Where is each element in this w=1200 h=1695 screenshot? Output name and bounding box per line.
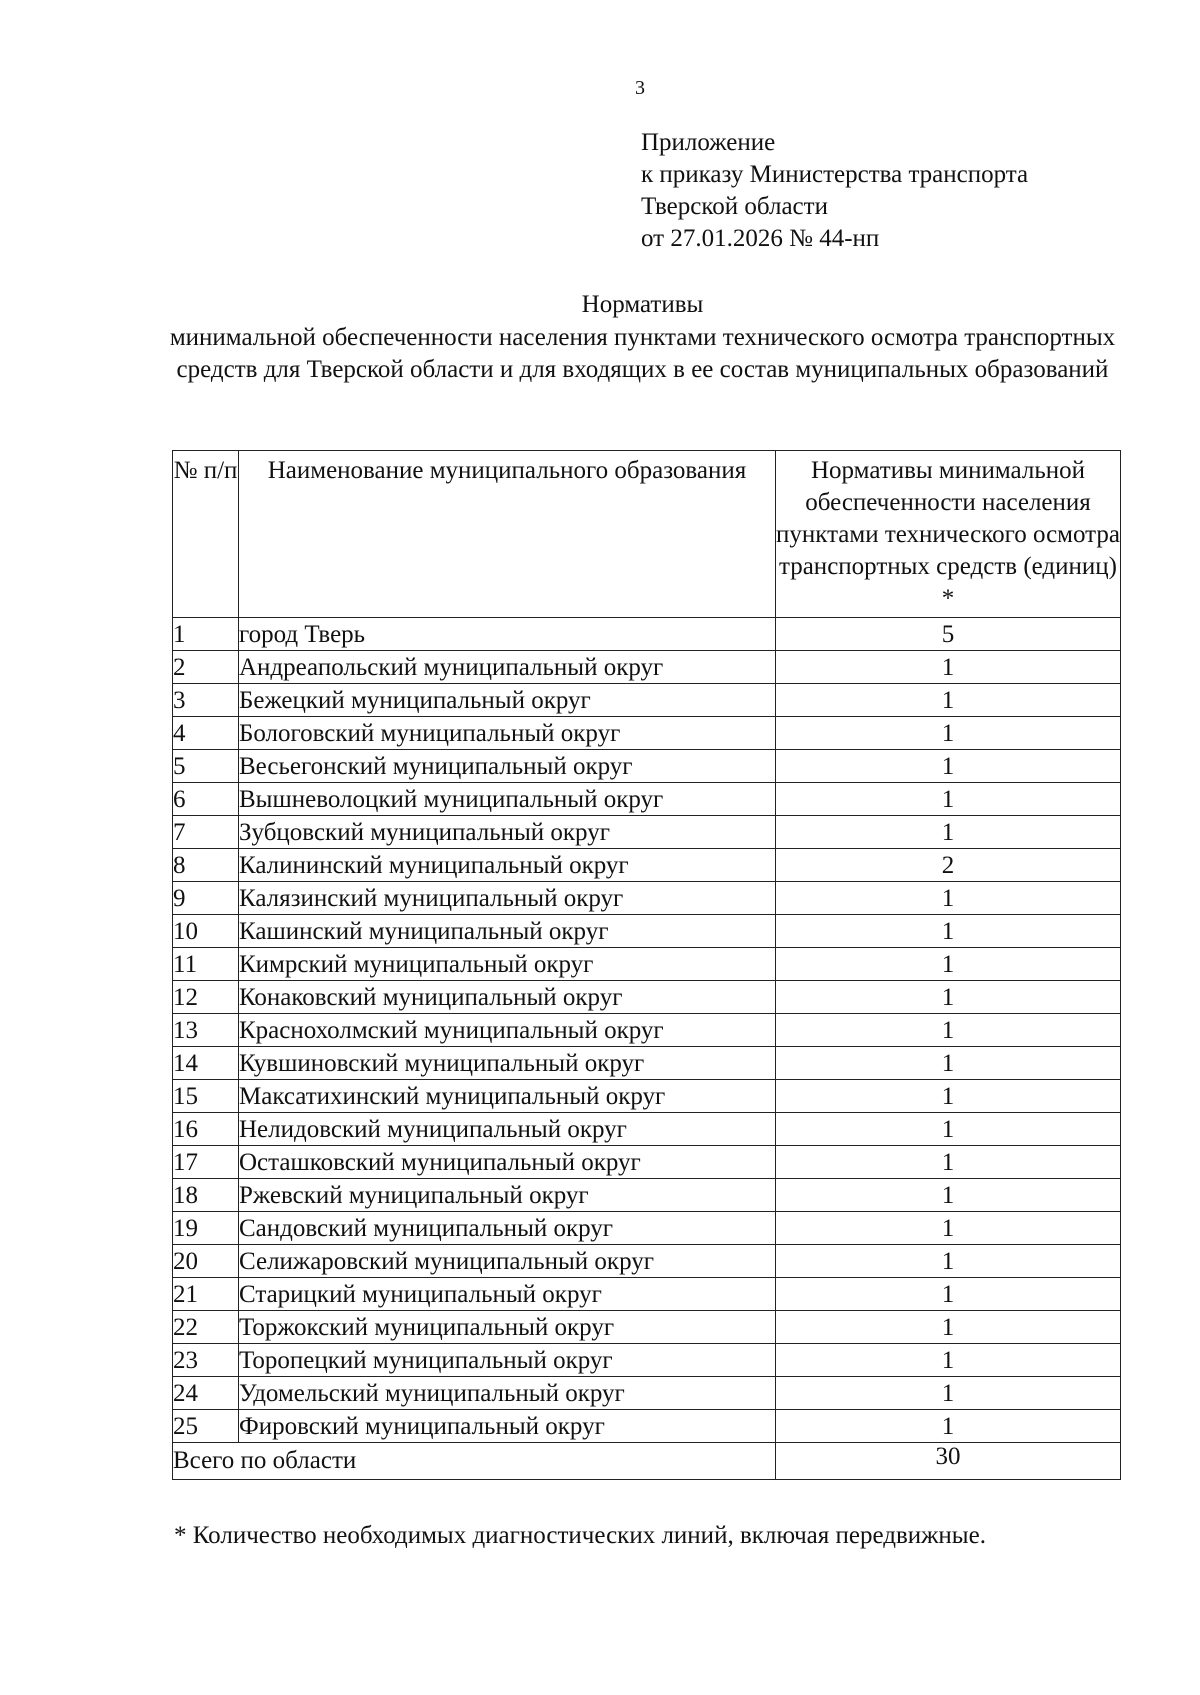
- table-row: [173, 1278, 1121, 1311]
- table-row: [173, 1047, 1121, 1080]
- row-norm-value: 1: [776, 1014, 1121, 1047]
- row-municipality-name: Максатихинский муниципальный округ: [239, 1080, 776, 1113]
- row-municipality-name: Старицкий муниципальный округ: [239, 1278, 776, 1311]
- row-municipality-name: Кувшиновский муниципальный округ: [239, 1047, 776, 1080]
- row-norm-value: 1: [776, 1047, 1121, 1080]
- row-norm-value: 1: [776, 1113, 1121, 1146]
- table-row: [173, 1014, 1121, 1047]
- row-municipality-name: Конаковский муниципальный округ: [239, 981, 776, 1014]
- table-row: [173, 981, 1121, 1014]
- row-municipality-name: Зубцовский муниципальный округ: [239, 816, 776, 849]
- table-row: [173, 1344, 1121, 1377]
- total-value: 30: [776, 1443, 1121, 1480]
- norms-table: [172, 450, 1121, 1480]
- row-norm-value: 1: [776, 816, 1121, 849]
- row-norm-value: 1: [776, 1146, 1121, 1179]
- row-municipality-name: Калининский муниципальный округ: [239, 849, 776, 882]
- table-row: [173, 915, 1121, 948]
- row-municipality-name: Бологовский муниципальный округ: [239, 717, 776, 750]
- row-number: 6: [173, 783, 239, 816]
- header-municipality-name: Наименование муниципального образования: [239, 451, 776, 618]
- row-municipality-name: Ржевский муниципальный округ: [239, 1179, 776, 1212]
- row-municipality-name: Бежецкий муниципальный округ: [239, 684, 776, 717]
- table-row: [173, 618, 1121, 651]
- table-header-row: [173, 451, 1121, 618]
- footnote: * Количество необходимых диагностических линий, включая передвижные.: [174, 1522, 986, 1549]
- table-row: [173, 750, 1121, 783]
- header-number: № п/п: [173, 451, 239, 618]
- table-row: [173, 1146, 1121, 1179]
- row-municipality-name: Сандовский муниципальный округ: [239, 1212, 776, 1245]
- row-norm-value: 1: [776, 1311, 1121, 1344]
- table-row: [173, 948, 1121, 981]
- table-row: [173, 684, 1121, 717]
- row-norm-value: 1: [776, 948, 1121, 981]
- table-row: [173, 717, 1121, 750]
- row-municipality-name: Удомельский муниципальный округ: [239, 1377, 776, 1410]
- row-norm-value: 1: [776, 651, 1121, 684]
- table-row: [173, 1410, 1121, 1443]
- row-municipality-name: Кимрский муниципальный округ: [239, 948, 776, 981]
- row-number: 15: [173, 1080, 239, 1113]
- row-number: 24: [173, 1377, 239, 1410]
- row-number: 4: [173, 717, 239, 750]
- table-row: [173, 1080, 1121, 1113]
- row-number: 12: [173, 981, 239, 1014]
- row-number: 8: [173, 849, 239, 882]
- table-row: [173, 849, 1121, 882]
- table-row: [173, 1311, 1121, 1344]
- row-municipality-name: Весьегонский муниципальный округ: [239, 750, 776, 783]
- row-number: 22: [173, 1311, 239, 1344]
- row-norm-value: 1: [776, 1212, 1121, 1245]
- appendix-line-4: от 27.01.2026 № 44-нп: [641, 225, 880, 252]
- table-body: [173, 618, 1121, 1443]
- row-number: 16: [173, 1113, 239, 1146]
- row-norm-value: 1: [776, 1377, 1121, 1410]
- appendix-block: [641, 127, 1028, 255]
- row-norm-value: 1: [776, 1278, 1121, 1311]
- row-norm-value: 1: [776, 882, 1121, 915]
- row-norm-value: 1: [776, 1080, 1121, 1113]
- appendix-line-2: к приказу Министерства транспорта: [641, 161, 1029, 188]
- row-municipality-name: Калязинский муниципальный округ: [239, 882, 776, 915]
- row-municipality-name: город Тверь: [239, 618, 776, 651]
- row-number: 18: [173, 1179, 239, 1212]
- appendix-line-3: Тверской области: [641, 193, 828, 220]
- row-norm-value: 2: [776, 849, 1121, 882]
- table-row: [173, 1113, 1121, 1146]
- document-title: Нормативы: [581, 291, 704, 318]
- row-norm-value: 1: [776, 981, 1121, 1014]
- total-label: Всего по области: [173, 1443, 776, 1480]
- row-number: 21: [173, 1278, 239, 1311]
- appendix-line-1: Приложение: [641, 129, 776, 156]
- row-number: 3: [173, 684, 239, 717]
- row-number: 20: [173, 1245, 239, 1278]
- row-municipality-name: Торжокский муниципальный округ: [239, 1311, 776, 1344]
- row-norm-value: 1: [776, 684, 1121, 717]
- row-number: 19: [173, 1212, 239, 1245]
- row-municipality-name: Краснохолмский муниципальный округ: [239, 1014, 776, 1047]
- row-norm-value: 1: [776, 750, 1121, 783]
- table-row: [173, 1377, 1121, 1410]
- table-row: [173, 882, 1121, 915]
- row-number: 25: [173, 1410, 239, 1443]
- table-total-row: [173, 1443, 1121, 1480]
- header-norm-value: Нормативы минимальной обеспеченности населения пунктами технического осмотра транспортных средств (единиц) *: [776, 451, 1121, 618]
- table-row: [173, 783, 1121, 816]
- row-municipality-name: Торопецкий муниципальный округ: [239, 1344, 776, 1377]
- row-norm-value: 1: [776, 717, 1121, 750]
- row-municipality-name: Нелидовский муниципальный округ: [239, 1113, 776, 1146]
- document-subtitle: минимальной обеспеченности населения пунктами технического осмотра транспортных средств для Тверской области и для входящих в ее состав муниципальных образований: [169, 324, 1116, 383]
- row-norm-value: 1: [776, 1179, 1121, 1212]
- row-number: 17: [173, 1146, 239, 1179]
- row-number: 5: [173, 750, 239, 783]
- row-municipality-name: Фировский муниципальный округ: [239, 1410, 776, 1443]
- row-number: 2: [173, 651, 239, 684]
- table-row: [173, 816, 1121, 849]
- row-number: 1: [173, 618, 239, 651]
- table-row: [173, 651, 1121, 684]
- row-number: 23: [173, 1344, 239, 1377]
- row-norm-value: 1: [776, 1344, 1121, 1377]
- row-number: 10: [173, 915, 239, 948]
- row-municipality-name: Селижаровский муниципальный округ: [239, 1245, 776, 1278]
- row-norm-value: 1: [776, 783, 1121, 816]
- table-row: [173, 1212, 1121, 1245]
- row-municipality-name: Осташковский муниципальный округ: [239, 1146, 776, 1179]
- row-number: 14: [173, 1047, 239, 1080]
- row-number: 11: [173, 948, 239, 981]
- row-number: 7: [173, 816, 239, 849]
- row-number: 9: [173, 882, 239, 915]
- row-norm-value: 1: [776, 1245, 1121, 1278]
- row-norm-value: 1: [776, 915, 1121, 948]
- row-norm-value: 1: [776, 1410, 1121, 1443]
- table-row: [173, 1179, 1121, 1212]
- row-municipality-name: Андреапольский муниципальный округ: [239, 651, 776, 684]
- row-norm-value: 5: [776, 618, 1121, 651]
- page-number: 3: [635, 77, 645, 99]
- row-municipality-name: Кашинский муниципальный округ: [239, 915, 776, 948]
- table-row: [173, 1245, 1121, 1278]
- row-municipality-name: Вышневолоцкий муниципальный округ: [239, 783, 776, 816]
- row-number: 13: [173, 1014, 239, 1047]
